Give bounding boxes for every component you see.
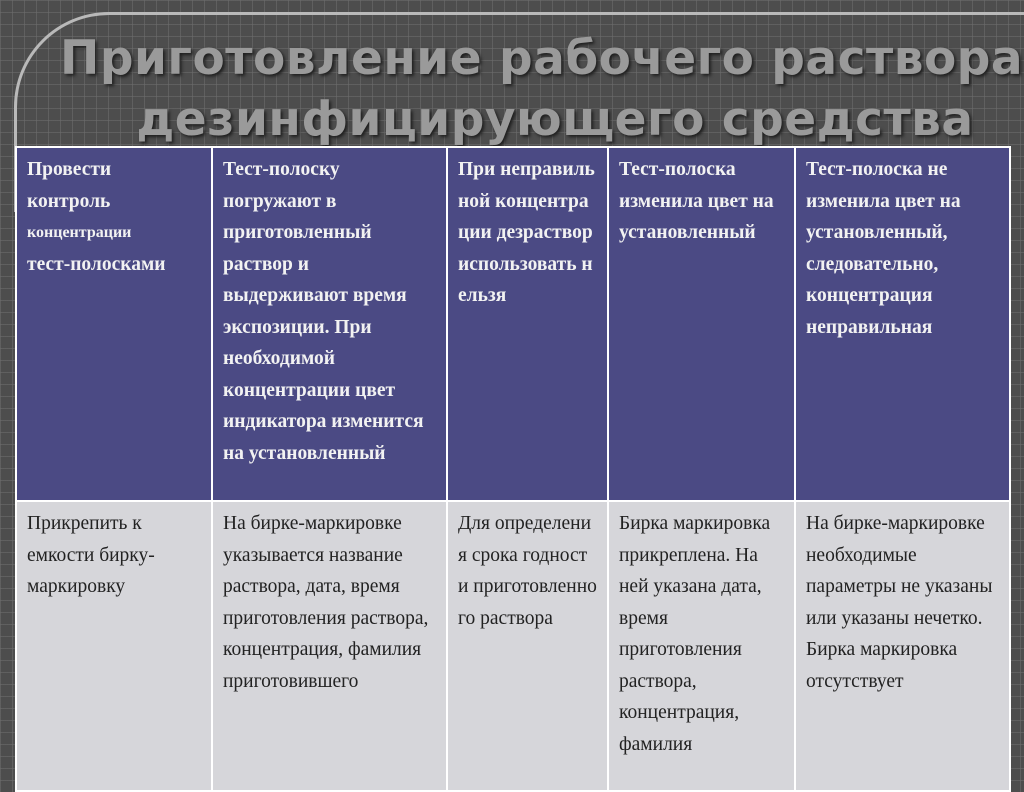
- table-cell-correct-result: Тест-полоска изменила цвет на установленный: [608, 147, 795, 501]
- table-cell-method: Тест-полоску погружают в приготовленный раствор и выдерживают время экспозиции. При необходимой концентрации цвет индикатора изменится на установленный: [212, 147, 447, 501]
- slide-title-line-2: дезинфицирующего средства: [136, 92, 974, 147]
- slide-title-line-1: Приготовление рабочего раствора: [60, 31, 1024, 86]
- table-cell-wrong-result: Тест-полоска не изменила цвет на установленный, следовательно, концентрация неправильная: [795, 147, 1010, 501]
- cell-text-line: Провести: [27, 159, 112, 180]
- table-cell-purpose: Для определения срока годности приготовленного раствора: [447, 501, 608, 791]
- cell-text-line: концентрации: [27, 224, 132, 241]
- table-row: [16, 501, 1010, 791]
- cell-text-line: контроль: [27, 190, 111, 212]
- cell-text-line: тест-полосками: [27, 253, 166, 275]
- table-cell-action: [16, 147, 212, 501]
- table-cell-method: На бирке-маркировке указывается название раствора, дата, время приготовления раствора, концентрация, фамилия приготовившего: [212, 501, 447, 791]
- table-cell-action: Прикрепить к емкости бирку-маркировку: [16, 501, 212, 791]
- procedure-table: [15, 146, 1011, 792]
- table-row: [16, 147, 1010, 501]
- slide-title: [60, 28, 1024, 150]
- table-cell-wrong-result: На бирке-маркировке необходимые параметры не указаны или указаны нечетко. Бирка маркировка отсутствует: [795, 501, 1010, 791]
- table-cell-purpose: При неправильной концентрации дезраствор использовать нельзя: [447, 147, 608, 501]
- table-cell-correct-result: Бирка маркировка прикреплена. На ней указана дата, время приготовления раствора, концентрация, фамилия: [608, 501, 795, 791]
